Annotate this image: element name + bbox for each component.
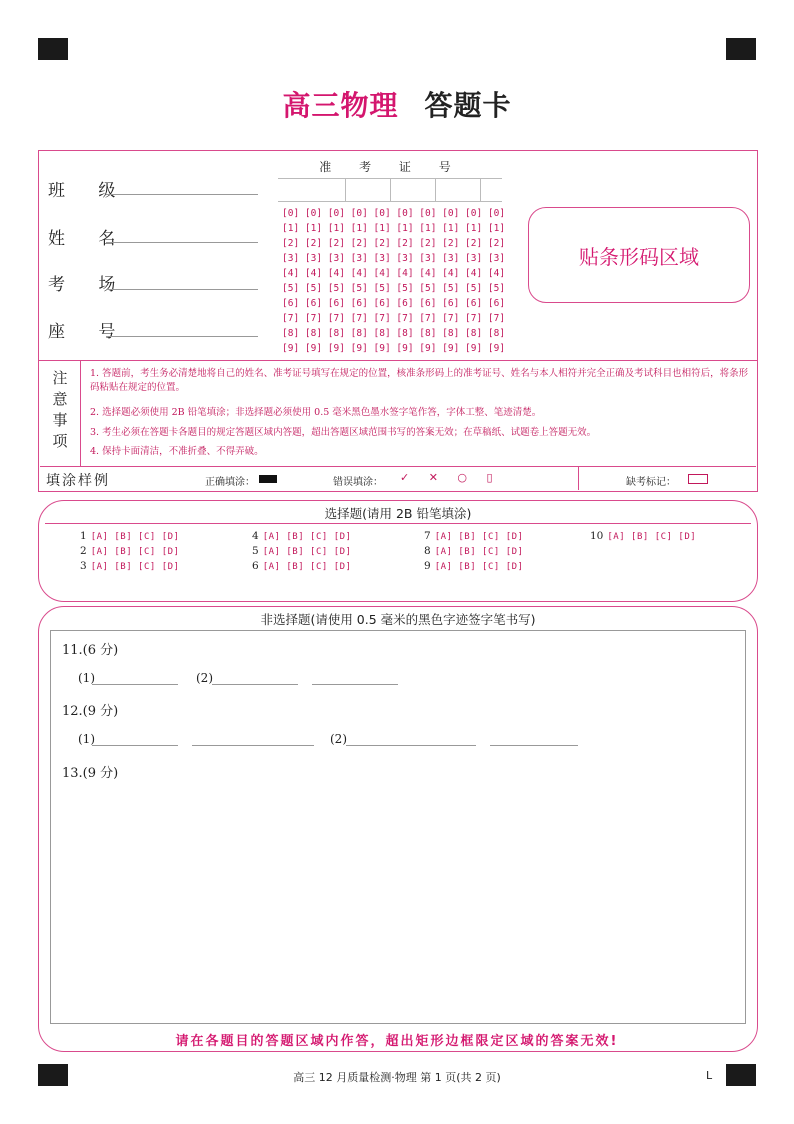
- digit-row-1[interactable]: [1] [1] [1] [1] [1] [1] [1] [1] [1] [1]: [282, 223, 506, 234]
- question-11-label: 11.(6 分): [62, 643, 119, 658]
- fill-wrong-samples: ✓ ✕ ○ ▯: [400, 471, 501, 484]
- divider: [38, 360, 758, 361]
- choice-number: 9: [424, 560, 431, 572]
- choice-options[interactable]: [A] [B] [C] [D]: [434, 562, 524, 572]
- fill-correct-label: 正确填涂：: [205, 477, 255, 488]
- choice-question-7[interactable]: [424, 530, 523, 542]
- divider: [45, 523, 751, 524]
- q11-part2-blank[interactable]: [212, 684, 298, 685]
- q12-part1-blank-extra[interactable]: [192, 745, 314, 746]
- notes-char: 意: [52, 390, 68, 408]
- digit-row-3[interactable]: [3] [3] [3] [3] [3] [3] [3] [3] [3] [3]: [282, 253, 506, 264]
- q12-part2-label: (2): [330, 732, 347, 746]
- q12-part2-blank[interactable]: [346, 745, 476, 746]
- footer-side: L: [706, 1069, 713, 1082]
- notes-char: 事: [52, 411, 68, 429]
- choice-question-2[interactable]: [80, 545, 179, 557]
- choice-options[interactable]: [A] [B] [C] [D]: [262, 562, 352, 572]
- note-4: 4. 保持卡面清洁，不准折叠、不得弄破。: [90, 446, 264, 457]
- registration-mark: [726, 38, 756, 60]
- digit-row-5[interactable]: [5] [5] [5] [5] [5] [5] [5] [5] [5] [5]: [282, 283, 506, 294]
- choice-number: 10: [590, 530, 604, 542]
- choice-question-5[interactable]: [252, 545, 351, 557]
- field-name-input[interactable]: [106, 242, 258, 243]
- fill-correct-sample: [259, 475, 277, 483]
- choice-number: 2: [80, 545, 87, 557]
- notes-side-label: [40, 360, 81, 466]
- warning-text: 请在各题目的答题区域内作答，超出矩形边框限定区域的答案无效!: [175, 1034, 619, 1049]
- barcode-label: 贴条形码区域: [579, 244, 699, 269]
- choice-options[interactable]: [A] [B] [C] [D]: [90, 547, 180, 557]
- digit-row-4[interactable]: [4] [4] [4] [4] [4] [4] [4] [4] [4] [4]: [282, 268, 506, 279]
- q12-part1-label: (1): [78, 732, 95, 746]
- choice-number: 8: [424, 545, 431, 557]
- choice-question-4[interactable]: [252, 530, 351, 542]
- choice-question-6[interactable]: [252, 560, 351, 572]
- choice-number: 1: [80, 530, 87, 542]
- answer-box[interactable]: [50, 630, 746, 1024]
- page-title: [0, 84, 794, 124]
- divider: [578, 466, 579, 490]
- choice-options[interactable]: [A] [B] [C] [D]: [90, 562, 180, 572]
- choice-options[interactable]: [A] [B] [C] [D]: [434, 532, 524, 542]
- exam-number-title: 准 考 证 号: [319, 160, 463, 174]
- exam-number-boxes[interactable]: [278, 178, 502, 202]
- choice-options[interactable]: [A] [B] [C] [D]: [607, 532, 697, 542]
- field-class-label: 班 级: [48, 181, 130, 201]
- choice-options[interactable]: [A] [B] [C] [D]: [90, 532, 180, 542]
- nonchoice-title: 非选择题(请使用 0.5 毫米的黑色字迹签字笔书写): [260, 612, 536, 627]
- choice-options[interactable]: [A] [B] [C] [D]: [434, 547, 524, 557]
- digit-row-6[interactable]: [6] [6] [6] [6] [6] [6] [6] [6] [6] [6]: [282, 298, 506, 309]
- title-subject: 高三物理: [282, 89, 399, 122]
- absent-box[interactable]: [688, 474, 708, 484]
- note-3: 3. 考生必须在答题卡各题目的规定答题区域内答题，超出答题区域范围书写的答案无效；在草稿纸、试题卷上答题无效。: [90, 427, 597, 438]
- choice-question-3[interactable]: [80, 560, 179, 572]
- choice-question-1[interactable]: [80, 530, 179, 542]
- choice-number: 5: [252, 545, 259, 557]
- notes-char: 项: [52, 432, 68, 450]
- field-seat-label: 座 号: [48, 322, 130, 342]
- digit-row-8[interactable]: [8] [8] [8] [8] [8] [8] [8] [8] [8] [8]: [282, 328, 506, 339]
- field-room-input[interactable]: [106, 289, 258, 290]
- digit-row-9[interactable]: [9] [9] [9] [9] [9] [9] [9] [9] [9] [9]: [282, 343, 506, 354]
- choice-number: 6: [252, 560, 259, 572]
- footer-text: 高三 12 月质量检测·物理 第 1 页(共 2 页): [293, 1071, 501, 1084]
- choice-title: 选择题(请用 2B 铅笔填涂): [324, 506, 472, 521]
- note-1: 1. 答题前，考生务必清楚地将自己的姓名、准考证号填写在规定的位置，核准条形码上的准考证号、姓名与本人相符并完全正确及考试科目也相符后，将条形码粘贴在规定的位置。: [90, 368, 749, 393]
- q11-part2-blank-extra[interactable]: [312, 684, 398, 685]
- digit-row-7[interactable]: [7] [7] [7] [7] [7] [7] [7] [7] [7] [7]: [282, 313, 506, 324]
- question-13-label: 13.(9 分): [62, 766, 119, 781]
- field-class-input[interactable]: [106, 194, 258, 195]
- choice-options[interactable]: [A] [B] [C] [D]: [262, 547, 352, 557]
- field-room-label: 考 场: [48, 275, 130, 295]
- q12-part1-blank[interactable]: [92, 745, 178, 746]
- choice-number: 7: [424, 530, 431, 542]
- choice-question-10[interactable]: [590, 530, 696, 542]
- barcode-area: [528, 207, 750, 303]
- digit-row-2[interactable]: [2] [2] [2] [2] [2] [2] [2] [2] [2] [2]: [282, 238, 506, 249]
- fill-example-label: 填涂样例: [46, 473, 110, 489]
- field-seat-input[interactable]: [106, 336, 258, 337]
- choice-number: 3: [80, 560, 87, 572]
- registration-mark: [38, 38, 68, 60]
- field-name-label: 姓 名: [48, 229, 130, 249]
- q11-part1-label: (1): [78, 671, 95, 685]
- choice-question-9[interactable]: [424, 560, 523, 572]
- q11-part1-blank[interactable]: [92, 684, 178, 685]
- choice-question-8[interactable]: [424, 545, 523, 557]
- absent-label: 缺考标记：: [626, 477, 676, 488]
- title-card: 答题卡: [424, 89, 512, 122]
- note-2: 2. 选择题必须使用 2B 铅笔填涂；非选择题必须使用 0.5 毫米黑色墨水签字笔作答，字体工整、笔迹清楚。: [90, 407, 542, 418]
- fill-wrong-label: 错误填涂：: [333, 477, 383, 488]
- notes-char: 注: [52, 369, 68, 387]
- digit-row-0[interactable]: [0] [0] [0] [0] [0] [0] [0] [0] [0] [0]: [282, 208, 506, 219]
- choice-options[interactable]: [A] [B] [C] [D]: [262, 532, 352, 542]
- choice-number: 4: [252, 530, 259, 542]
- q11-part2-label: (2): [196, 671, 213, 685]
- question-12-label: 12.(9 分): [62, 704, 119, 719]
- q12-part2-blank-extra[interactable]: [490, 745, 578, 746]
